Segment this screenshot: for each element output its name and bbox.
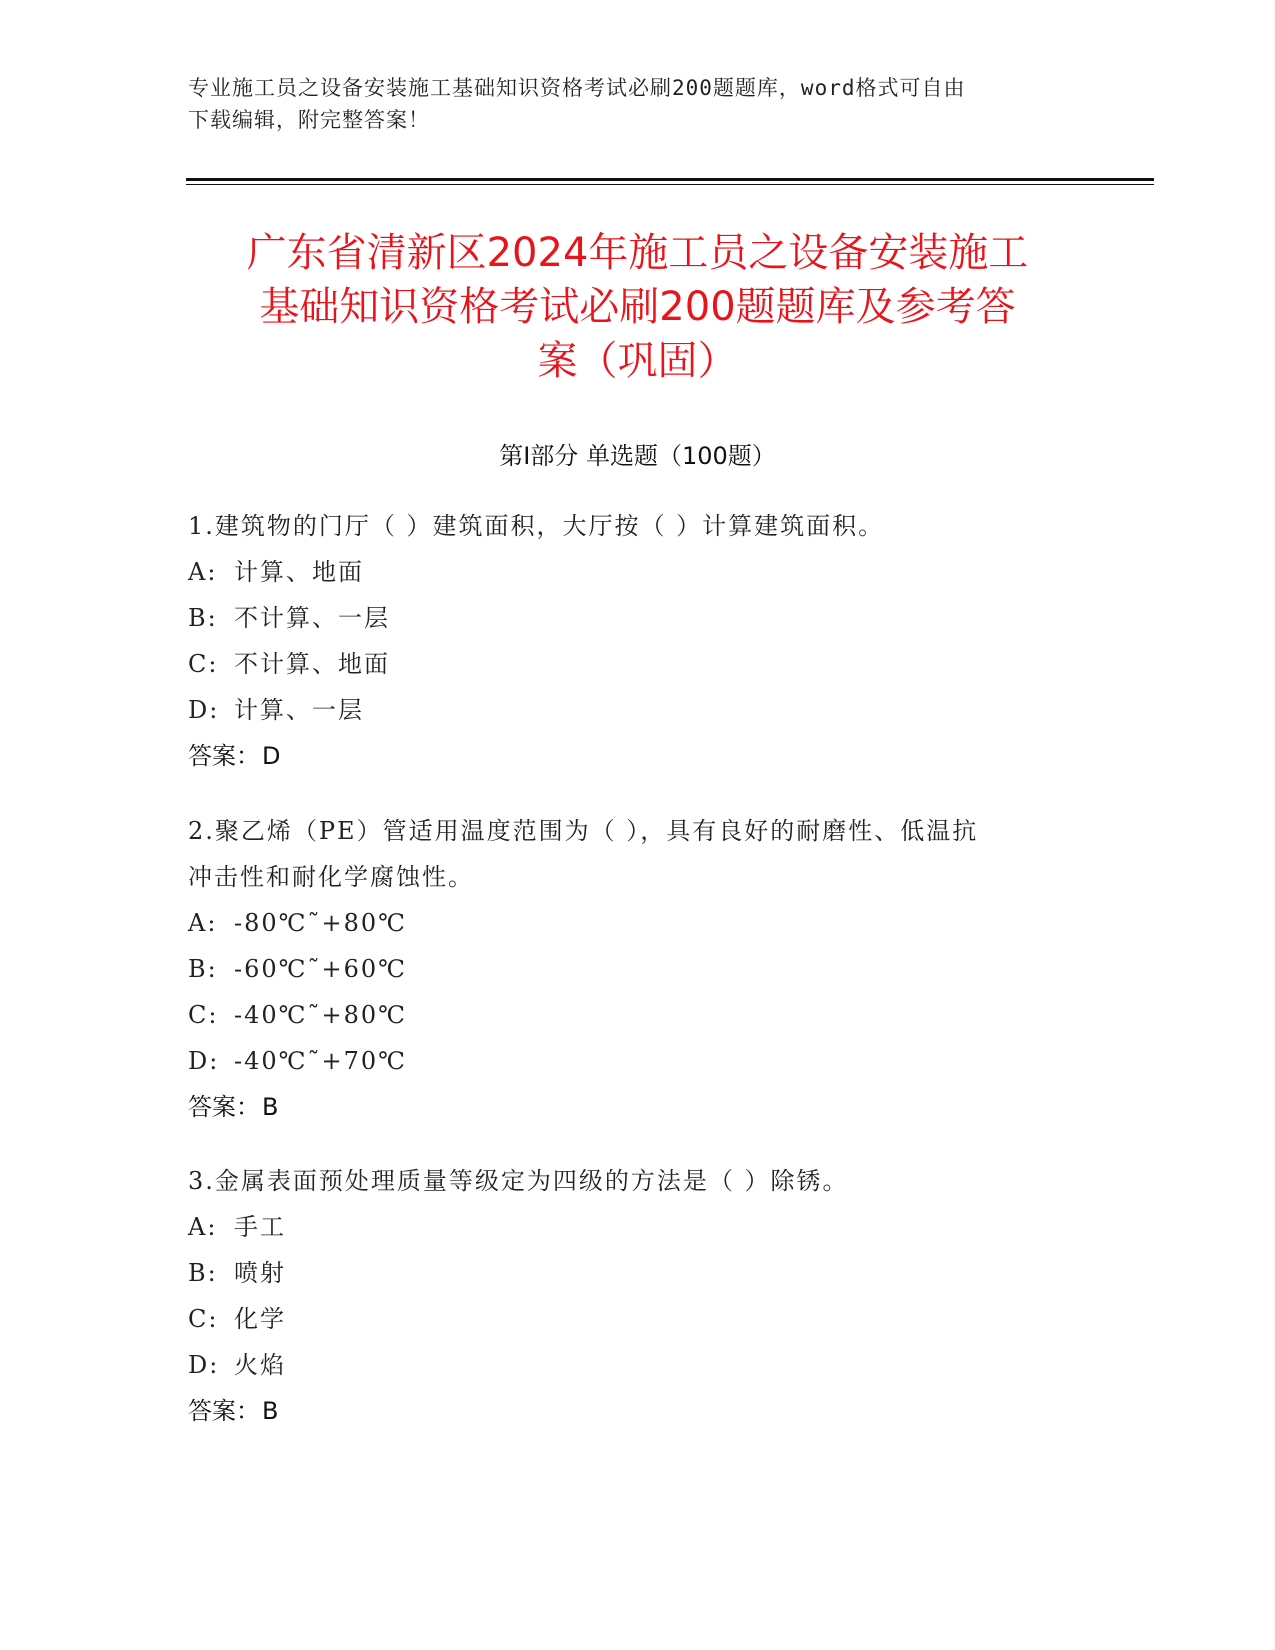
option-key: A:	[188, 909, 218, 937]
intro-text	[188, 72, 1088, 136]
option-text: 手工	[234, 1213, 286, 1241]
header-divider-thick	[186, 178, 1154, 181]
option-text: 火焰	[234, 1351, 286, 1379]
answer-line	[188, 1084, 1088, 1130]
option-d	[188, 687, 1088, 733]
title-line-1: 广东省清新区2024年施工员之设备安装施工	[246, 230, 1029, 276]
option-key: A:	[188, 558, 218, 586]
question-1	[188, 503, 1088, 779]
option-b	[188, 946, 1088, 992]
title-line-2: 基础知识资格考试必刷200题题库及参考答	[259, 284, 1016, 330]
option-key: D:	[188, 696, 220, 724]
option-key: D:	[188, 1047, 220, 1075]
option-text: -40℃˜+80℃	[234, 1001, 407, 1029]
question-2	[188, 808, 1088, 1130]
option-key: C:	[188, 1305, 219, 1333]
answer-line	[188, 733, 1088, 779]
question-3	[188, 1158, 1088, 1434]
option-d	[188, 1038, 1088, 1084]
answer-value: D	[262, 742, 281, 770]
answer-label: 答案：	[188, 742, 260, 770]
option-text: 计算、地面	[234, 558, 364, 586]
option-text: 不计算、一层	[234, 604, 390, 632]
document-title	[150, 226, 1125, 388]
section-heading: 第Ⅰ部分 单选题（100题）	[499, 442, 776, 470]
header-divider-thin	[186, 184, 1154, 185]
intro-line-1: 专业施工员之设备安装施工基础知识资格考试必刷200题题库，word格式可自由	[188, 76, 966, 100]
question-stem-line-2: 冲击性和耐化学腐蚀性。	[188, 863, 474, 891]
option-b	[188, 595, 1088, 641]
option-a	[188, 900, 1088, 946]
option-text: -80℃˜+80℃	[234, 909, 407, 937]
question-stem: 1.建筑物的门厅（ ）建筑面积，大厅按（ ）计算建筑面积。	[188, 512, 885, 540]
option-text: 计算、一层	[234, 696, 364, 724]
option-a	[188, 549, 1088, 595]
option-text: -60℃˜+60℃	[234, 955, 407, 983]
option-key: D:	[188, 1351, 220, 1379]
option-key: B:	[188, 955, 218, 983]
option-text: -40℃˜+70℃	[234, 1047, 407, 1075]
intro-line-2: 下载编辑，附完整答案！	[188, 108, 430, 132]
answer-line	[188, 1388, 1088, 1434]
option-key: B:	[188, 1259, 218, 1287]
option-a	[188, 1204, 1088, 1250]
question-stem: 3.金属表面预处理质量等级定为四级的方法是（ ）除锈。	[188, 1167, 849, 1195]
answer-label: 答案：	[188, 1093, 260, 1121]
option-text: 喷射	[234, 1259, 286, 1287]
option-c	[188, 1296, 1088, 1342]
option-key: B:	[188, 604, 218, 632]
option-key: A:	[188, 1213, 218, 1241]
option-c	[188, 641, 1088, 687]
answer-value: B	[262, 1397, 279, 1425]
answer-label: 答案：	[188, 1397, 260, 1425]
option-key: C:	[188, 1001, 219, 1029]
answer-value: B	[262, 1093, 279, 1121]
option-text: 化学	[234, 1305, 286, 1333]
option-d	[188, 1342, 1088, 1388]
option-text: 不计算、地面	[234, 650, 390, 678]
title-line-3: 案（巩固）	[537, 338, 738, 384]
option-c	[188, 992, 1088, 1038]
question-stem-line-1: 2.聚乙烯（PE）管适用温度范围为（ ），具有良好的耐磨性、低温抗	[188, 817, 979, 845]
option-key: C:	[188, 650, 219, 678]
option-b	[188, 1250, 1088, 1296]
